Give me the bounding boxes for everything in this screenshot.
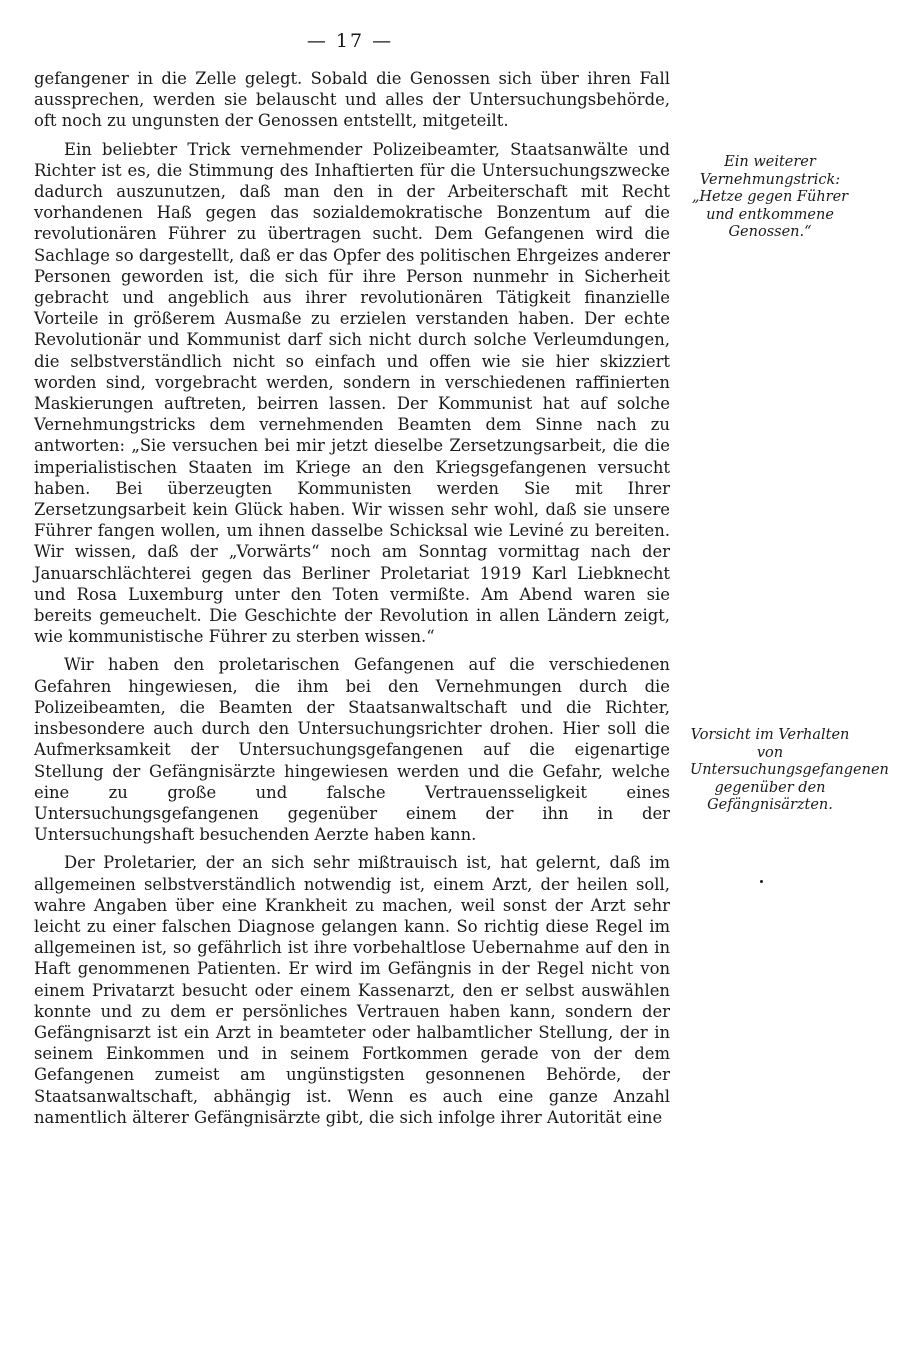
margin-note-vernehmungstrick: Ein weiterer Vernehmungstrick: „Hetze gegen Führer und entkommene Genossen.“ bbox=[691, 154, 849, 240]
margin-note-gefaengnisaerzte: Vorsicht im Verhalten von Untersuchungsgefangenen gegenüber den Gefängnisärzten. bbox=[690, 727, 889, 813]
body-text bbox=[34, 68, 670, 1135]
paragraph-1: gefangener in die Zelle gelegt. Sobald die Genossen sich über ihren Fall aussprechen, werden sie belauscht und alles der Untersuchungsbehörde, oft noch zu ungunsten der Genossen entstellt, mitgeteilt. bbox=[34, 69, 670, 131]
paragraph-3: Wir haben den proletarischen Gefangenen auf die verschiedenen Gefahren hingewiesen, die ihm bei den Vernehmungen durch die Polizeibeamten, die Beamten der Staatsanwaltschaft und die Richter, insbesondere auch durch den Untersuchungsrichter drohen. Hier soll die Aufmerksamkeit der Untersuchungsgefangenen auf die eigenartige Stellung der Gefängnisärzte hingewiesen werden und die Gefahr, welche eine zu große und falsche Vertrauensseligkeit eines Untersuchungsgefangenen gegenüber einem der ihn in der Untersuchungshaft besuchenden Aerzte haben kann. bbox=[34, 655, 670, 845]
paragraph-4: Der Proletarier, der an sich sehr mißtrauisch ist, hat gelernt, daß im allgemeinen selbstverständlich notwendig ist, einem Arzt, der heilen soll, wahre Angaben über eine Krankheit zu machen, weil sonst der Arzt sehr leicht zu einer falschen Diagnose gelangen kann. So richtig diese Regel im allgemeinen ist, so gefährlich ist ihre vorbehaltlose Uebernahme auf den in Haft genommenen Patienten. Er wird im Gefängnis in der Regel nicht von einem Privatarzt besucht oder einem Kassenarzt, den er selbst auswählen konnte und zu dem er persönliches Vertrauen haben kann, sondern der Gefängnisarzt ist ein Arzt in beamteter oder halbamtlicher Stellung, der in seinem Einkommen und in seinem Fortkommen gerade von der dem Gefangenen zumeist am ungünstigsten gesonnenen Behörde, der Staatsanwaltschaft, abhängig ist. Wenn es auch eine ganze Anzahl namentlich älterer Gefängnisärzte gibt, die sich infolge ihrer Autorität eine bbox=[34, 853, 670, 1127]
page-number: — 17 — bbox=[306, 30, 394, 52]
paragraph-2: Ein beliebter Trick vernehmender Polizeibeamter, Staatsanwälte und Richter ist es, die Stimmung des Inhaftierten für die Untersuchungszwecke dadurch auszunutzen, daß man den in der Arbeiterschaft mit Recht vorhandenen Haß gegen das sozialdemokratische Bonzentum auf die revolutionären Führer zu übertragen sucht. Dem Gefangenen wird die Sachlage so dargestellt, daß er das Opfer des politischen Ehrgeizes anderer Personen geworden ist, die sich für ihre Person nunmehr in Sicherheit gebracht und angeblich aus ihrer revolutionären Tätigkeit finanzielle Vorteile in größerem Ausmaße zu erzielen verstanden haben. Der echte Revolutionär und Kommunist darf sich nicht durch solche Verleumdungen, die selbstverständlich nicht so einfach und offen wie sie hier skizziert worden sind, vorgebracht werden, sondern in verschiedenen raffinierten Maskierungen auftreten, beirren lassen. Der Kommunist hat auf solche Vernehmungstricks dem vernehmenden Beamten dem Sinne nach zu antworten: „Sie versuchen bei mir jetzt dieselbe Zersetzungsarbeit, die die imperialistischen Staaten im Kriege an den Kriegsgefangenen versucht haben. Bei überzeugten Kommunisten werden Sie mit Ihrer Zersetzungsarbeit kein Glück haben. Wir wissen sehr wohl, daß sie unsere Führer fangen wollen, um ihnen dasselbe Schicksal wie Leviné zu bereiten. Wir wissen, daß der „Vorwärts“ noch am Sonntag vormittag nach der Januarschlächterei gegen das Berliner Proletariat 1919 Karl Liebknecht und Rosa Luxemburg unter den Toten vermißte. Am Abend waren sie bereits gemeuchelt. Die Geschichte der Revolution in allen Ländern zeigt, wie kommunistische Führer zu sterben wissen.“ bbox=[34, 139, 670, 647]
ink-dot bbox=[760, 880, 763, 883]
